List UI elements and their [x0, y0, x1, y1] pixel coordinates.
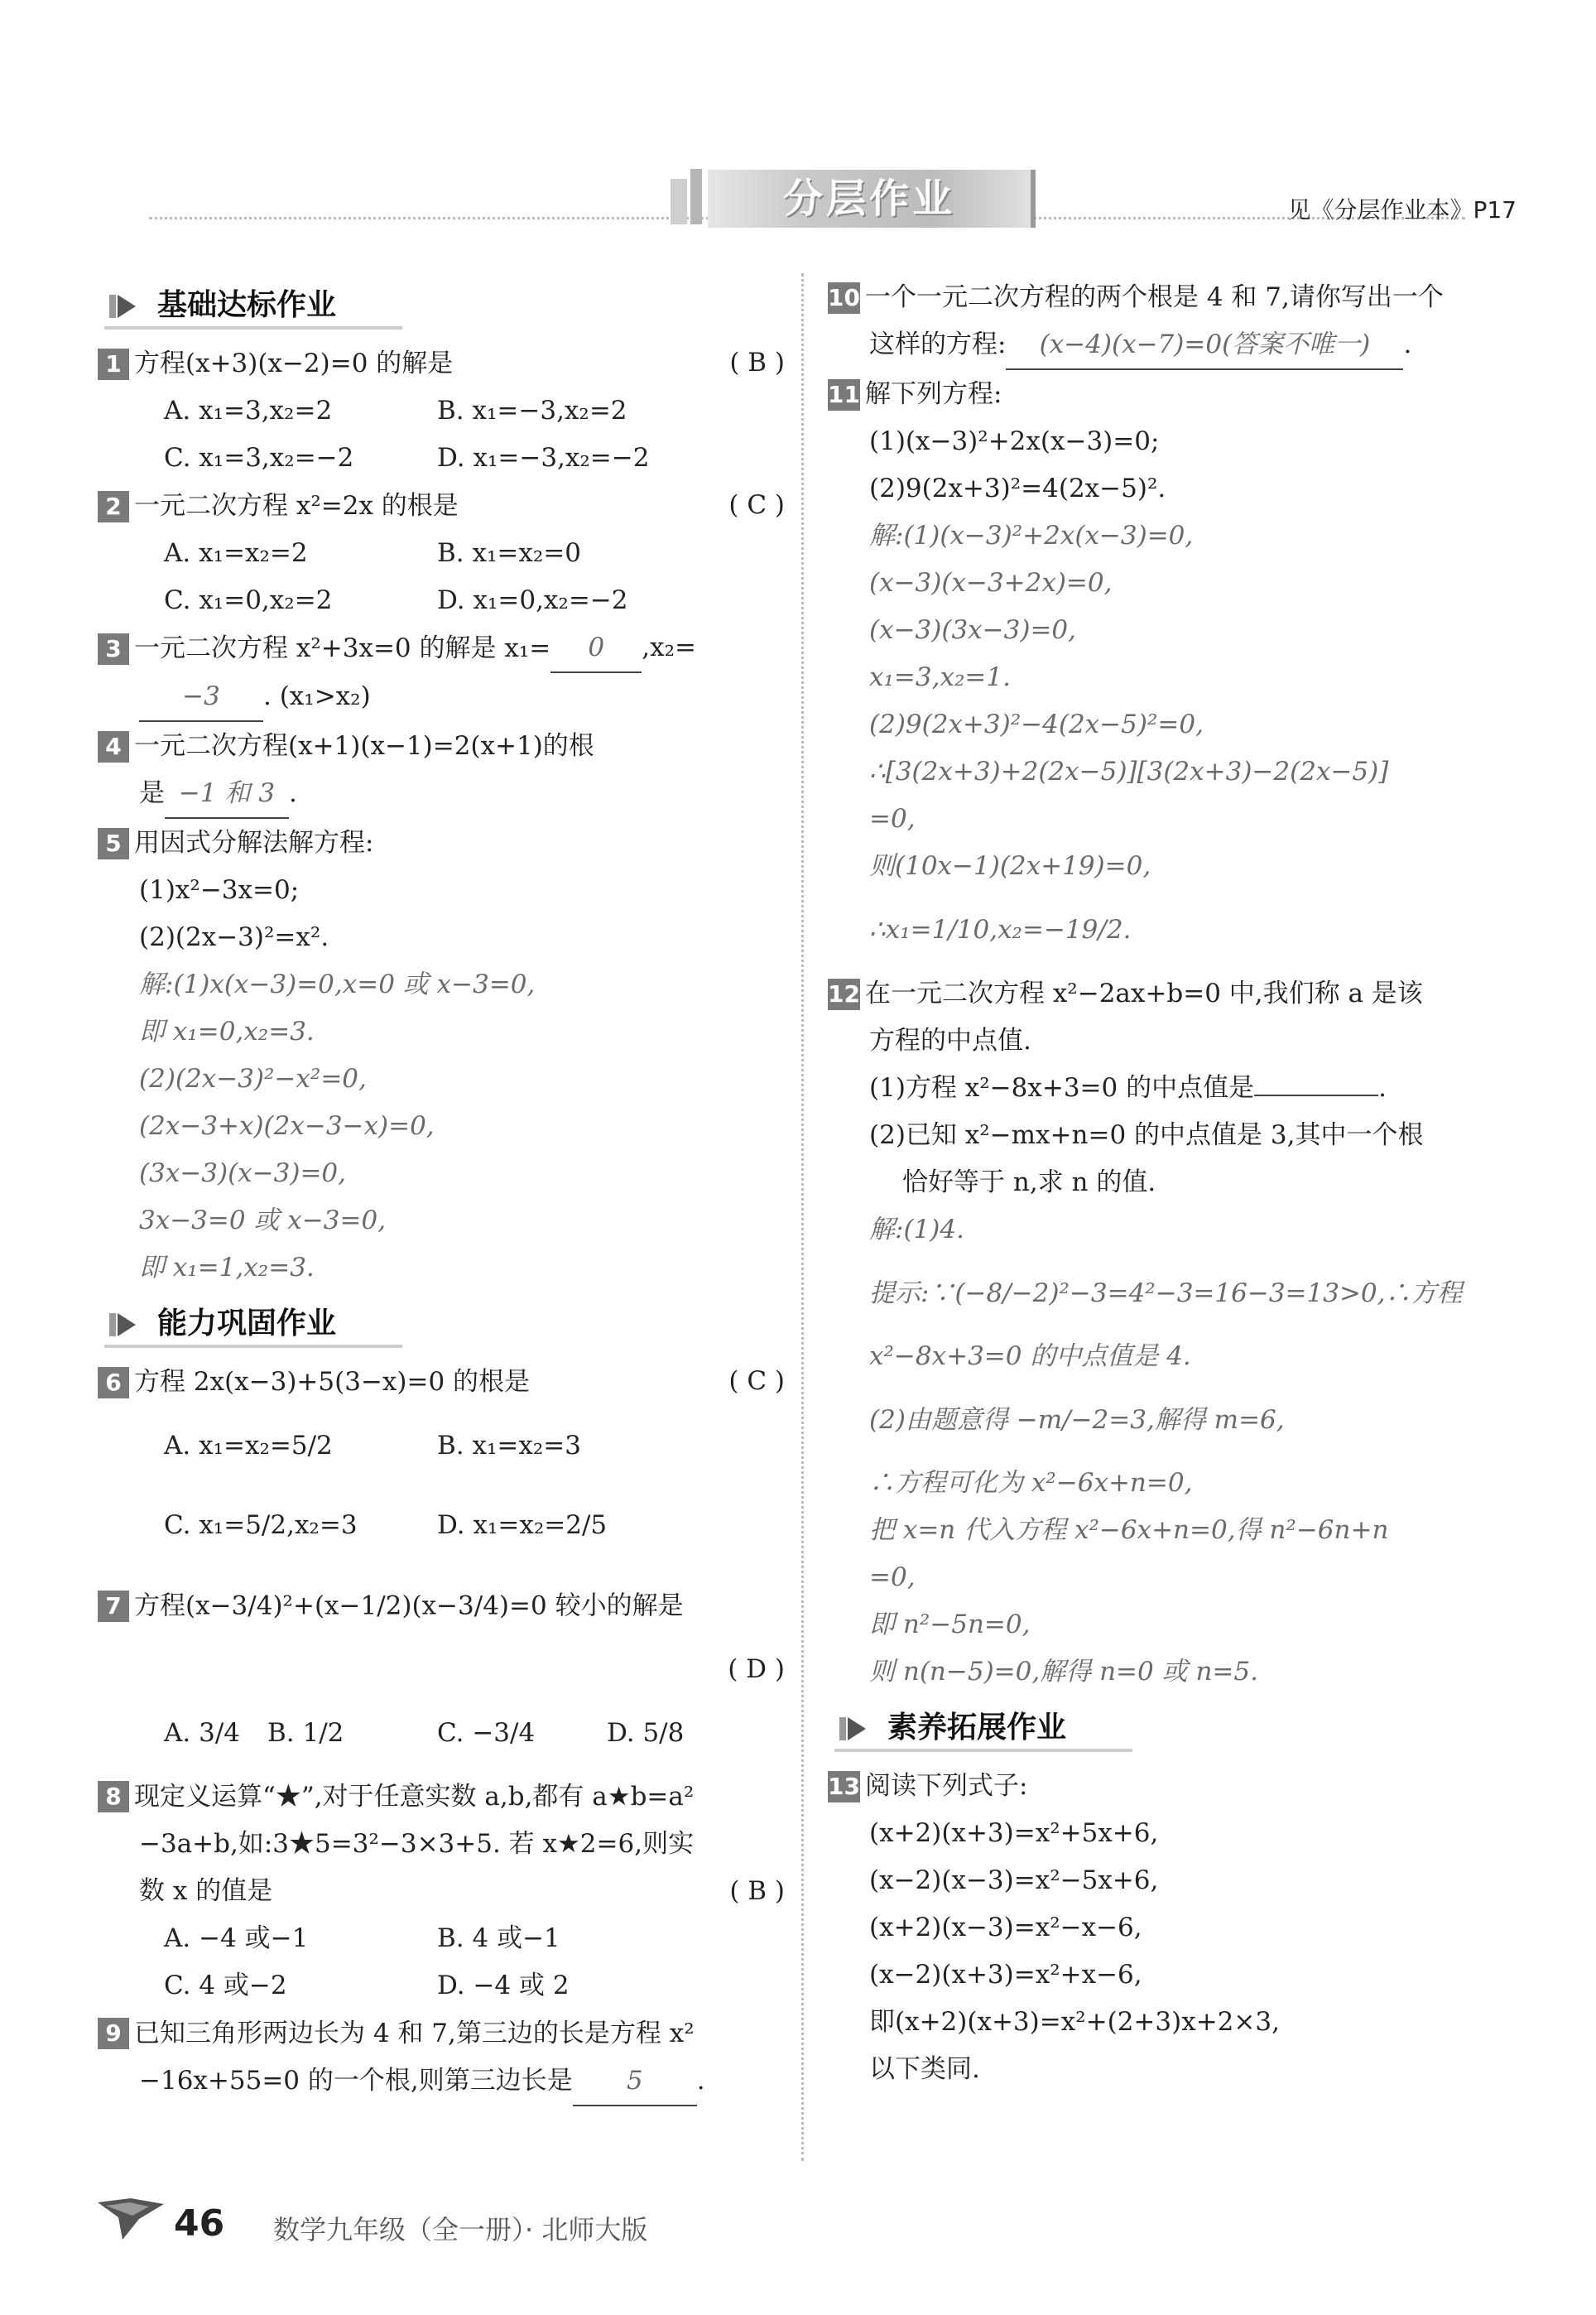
option: D. 5/8	[607, 1717, 685, 1748]
question-text: 一元二次方程 x²=2x 的根是	[134, 491, 459, 521]
question-text: 一元二次方程(x+1)(x−1)=2(x+1)的根	[134, 731, 594, 761]
question-text: 阅读下列式子:	[864, 1771, 1028, 1801]
blank-suffix: .	[1378, 1073, 1387, 1103]
solution-line: (2)9(2x+3)²−4(2x−5)²=0,	[869, 710, 1204, 739]
section-title: 基础达标作业	[157, 288, 337, 322]
option: C. 4 或−2	[164, 1970, 287, 2000]
options-row	[98, 577, 785, 624]
blank-prefix: −16x+55=0 的一个根,则第三边长是	[139, 2065, 573, 2096]
section-underline	[104, 1345, 402, 1348]
text-line: (x−2)(x+3)=x²+x−6,	[869, 1960, 1142, 1990]
solution-line: (3x−3)(x−3)=0,	[139, 1158, 347, 1188]
solution-line: x₁=3,x₂=1.	[869, 662, 1011, 692]
answer-line	[98, 1646, 785, 1693]
text-line: (2)9(2x+3)²=4(2x−5)².	[869, 474, 1166, 503]
solution-line: ∴方程可化为 x²−6x+n=0,	[869, 1468, 1193, 1498]
answer-choice: ( D )	[728, 1653, 785, 1684]
question-number: 10	[828, 282, 860, 314]
answer-blank: −3	[139, 673, 263, 722]
fill-blank-line	[98, 2058, 785, 2106]
solution-line: 提示:∵(−8/−2)²−3=4²−3=16−3=13>0,∴方程	[869, 1278, 1463, 1308]
page-number: 46	[174, 2202, 225, 2245]
fill-blank-line	[98, 770, 785, 819]
solution-line: 把 x=n 代入方程 x²−6x+n=0,得 n²−6n+n	[869, 1515, 1389, 1545]
answer-choice: ( B )	[729, 1875, 785, 1906]
solution-line: 解:(1)4.	[869, 1215, 964, 1244]
option: B. 4 或−1	[437, 1923, 560, 1953]
solution-line: 3x−3=0 或 x−3=0,	[139, 1206, 387, 1235]
question-line	[98, 722, 785, 770]
solution-line: 即 x₁=1,x₂=3.	[139, 1253, 315, 1283]
option: A. 3/4	[164, 1717, 240, 1748]
options-row	[98, 1915, 785, 1962]
option: D. −4 或 2	[437, 1970, 570, 2000]
answer-blank: (x−4)(x−7)=0(答案不唯一)	[1006, 321, 1403, 370]
option: B. 1/2	[267, 1717, 344, 1748]
answer-blank	[1254, 1095, 1378, 1096]
answer-choice: ( B )	[729, 348, 785, 378]
question-line	[98, 2009, 785, 2058]
question-number: 3	[98, 633, 129, 665]
question-text: 方程 2x(x−3)+5(3−x)=0 的根是	[134, 1367, 531, 1397]
option: D. x₁=0,x₂=−2	[437, 585, 628, 615]
text-line: 方程的中点值.	[869, 1026, 1031, 1056]
question-line	[98, 1565, 785, 1646]
section-heading	[828, 1699, 1515, 1759]
option: B. x₁=x₂=0	[437, 538, 581, 568]
footer-logo-icon	[98, 2194, 164, 2244]
question-line	[828, 970, 1515, 1018]
text-line: (x−2)(x−3)=x²−5x+6,	[869, 1865, 1159, 1895]
section-title: 素养拓展作业	[887, 1711, 1067, 1745]
option: C. x₁=3,x₂=−2	[164, 443, 354, 473]
question-text: 在一元二次方程 x²−2ax+b=0 中,我们称 a 是该	[864, 979, 1423, 1008]
section-arrow-icon	[838, 1714, 868, 1744]
answer-blank: −1 和 3	[165, 770, 289, 819]
question-number: 2	[98, 491, 129, 522]
column-divider	[801, 273, 804, 2161]
blank-suffix: . (x₁>x₂)	[263, 681, 371, 711]
option: A. x₁=x₂=5/2	[164, 1431, 333, 1461]
question-number: 9	[98, 2018, 129, 2049]
solution-line: (x−3)(x−3+2x)=0,	[869, 568, 1113, 598]
question-text: 解下列方程:	[864, 379, 1002, 409]
text-line: (1)x²−3x=0;	[139, 875, 300, 905]
fill-blank-line	[828, 1065, 1515, 1112]
question-text: 一元二次方程 x²+3x=0 的解是 x₁=	[134, 633, 551, 663]
section-heading	[98, 1295, 785, 1355]
solution-line: (2)(2x−3)²−x²=0,	[139, 1064, 367, 1094]
solution-line: (x−3)(3x−3)=0,	[869, 615, 1077, 645]
solution-line: 则(10x−1)(2x+19)=0,	[869, 851, 1151, 881]
answer-blank: 0	[550, 624, 642, 673]
text-line: −3a+b,如:3★5=3²−3×3+5. 若 x★2=6,则实	[139, 1828, 695, 1859]
banner-decoration-icon	[662, 162, 712, 229]
question-line	[828, 370, 1515, 418]
blank-suffix: .	[1403, 330, 1412, 359]
option: C. x₁=5/2,x₂=3	[164, 1510, 358, 1540]
question-number: 8	[98, 1781, 129, 1812]
question-number: 7	[98, 1591, 129, 1622]
question-line	[828, 1762, 1515, 1810]
question-number: 11	[828, 379, 860, 411]
question-line	[98, 624, 785, 673]
question-number: 4	[98, 731, 129, 763]
question-number: 13	[828, 1771, 860, 1802]
options-row	[98, 1485, 785, 1565]
question-number: 5	[98, 828, 129, 859]
options-row	[98, 435, 785, 482]
option: A. −4 或−1	[164, 1923, 309, 1953]
text-line: 以下类同.	[869, 2054, 980, 2084]
solution-line: 解:(1)x(x−3)=0,x=0 或 x−3=0,	[139, 970, 536, 999]
solution-line: ∴[3(2x+3)+2(2x−5)][3(2x+3)−2(2x−5)]	[869, 757, 1389, 787]
question-number: 6	[98, 1367, 129, 1398]
option: A. x₁=x₂=2	[164, 538, 308, 568]
blank-prefix: 是	[139, 778, 165, 808]
answer-choice: ( C )	[728, 1366, 785, 1396]
solution-line: =0,	[869, 804, 916, 834]
option: A. x₁=3,x₂=2	[164, 396, 333, 426]
right-column	[828, 273, 1515, 2093]
question-text: 方程(x+3)(x−2)=0 的解是	[134, 349, 454, 378]
solution-line: 即 n²−5n=0,	[869, 1610, 1031, 1639]
option: B. x₁=−3,x₂=2	[437, 396, 627, 426]
fill-blank-line	[828, 321, 1515, 370]
answer-choice: ( C )	[728, 490, 785, 520]
question-line	[98, 1773, 785, 1821]
question-line	[828, 273, 1515, 321]
text-line: 恰好等于 n,求 n 的值.	[902, 1167, 1156, 1197]
section-heading	[98, 277, 785, 336]
section-underline	[104, 326, 402, 330]
options-row	[98, 387, 785, 435]
question-text-tail: ,x₂=	[642, 633, 696, 662]
options-row	[98, 1962, 785, 2009]
question-text: 已知三角形两边长为 4 和 7,第三边的长是方程 x²	[134, 2018, 695, 2048]
question-number: 12	[828, 979, 860, 1010]
question-line	[98, 482, 785, 530]
section-banner	[708, 170, 1036, 228]
left-column	[98, 273, 785, 2106]
option: D. x₁=−3,x₂=−2	[437, 443, 650, 473]
solution-line: =0,	[869, 1562, 916, 1592]
solution-line: 解:(1)(x−3)²+2x(x−3)=0,	[869, 521, 1194, 551]
option: D. x₁=x₂=2/5	[437, 1510, 608, 1540]
question-text: 一个一元二次方程的两个根是 4 和 7,请你写出一个	[864, 282, 1444, 312]
text-line: 即(x+2)(x+3)=x²+(2+3)x+2×3,	[869, 2007, 1280, 2037]
solution-line: ∴x₁=1/10,x₂=−19/2.	[869, 915, 1132, 945]
book-title: 数学九年级（全一册）· 北师大版	[273, 2214, 648, 2245]
section-title: 能力巩固作业	[157, 1307, 337, 1340]
text-line: (1)(x−3)²+2x(x−3)=0;	[869, 426, 1160, 456]
solution-line: (2)由题意得 −m/−2=3,解得 m=6,	[869, 1405, 1285, 1435]
question-line	[98, 819, 785, 867]
text-line: (x+2)(x+3)=x²+5x+6,	[869, 1818, 1159, 1848]
banner-title: 分层作业	[782, 176, 955, 222]
text-line: (x+2)(x−3)=x²−x−6,	[869, 1913, 1142, 1942]
option: C. −3/4	[437, 1717, 536, 1748]
text-line: (2)(2x−3)²=x².	[139, 922, 329, 952]
blank-prefix: 这样的方程:	[869, 330, 1007, 359]
options-row	[98, 530, 785, 577]
options-row	[98, 1693, 785, 1773]
blank-suffix: .	[289, 778, 297, 808]
question-text: 数 x 的值是	[139, 1875, 273, 1906]
answer-blank: 5	[573, 2058, 697, 2106]
question-line	[98, 339, 785, 387]
fill-blank-line	[98, 673, 785, 722]
question-text: 用因式分解法解方程:	[134, 828, 374, 858]
solution-line: 即 x₁=0,x₂=3.	[139, 1017, 315, 1047]
solution-line: 则 n(n−5)=0,解得 n=0 或 n=5.	[869, 1657, 1258, 1687]
question-line	[98, 1868, 785, 1915]
question-text: 方程(x−3/4)²+(x−1/2)(x−3/4)=0 较小的解是	[134, 1591, 684, 1621]
solution-line: x²−8x+3=0 的中点值是 4.	[869, 1341, 1191, 1371]
section-underline	[834, 1749, 1132, 1752]
solution-line: (2x−3+x)(2x−3−x)=0,	[139, 1111, 435, 1141]
question-number: 1	[98, 349, 129, 380]
option: C. x₁=0,x₂=2	[164, 585, 333, 615]
question-text: 现定义运算“★”,对于任意实数 a,b,都有 a★b=a²	[134, 1781, 695, 1812]
section-arrow-icon	[108, 1310, 137, 1340]
question-line	[98, 1358, 785, 1406]
options-row	[98, 1406, 785, 1485]
text-line: (2)已知 x²−mx+n=0 的中点值是 3,其中一个根	[869, 1120, 1424, 1150]
blank-suffix: .	[696, 2065, 705, 2096]
blank-prefix: (1)方程 x²−8x+3=0 的中点值是	[869, 1073, 1255, 1103]
option: B. x₁=x₂=3	[437, 1431, 581, 1461]
section-arrow-icon	[108, 291, 137, 321]
reference-note: 见《分层作业本》P17	[1287, 196, 1517, 224]
